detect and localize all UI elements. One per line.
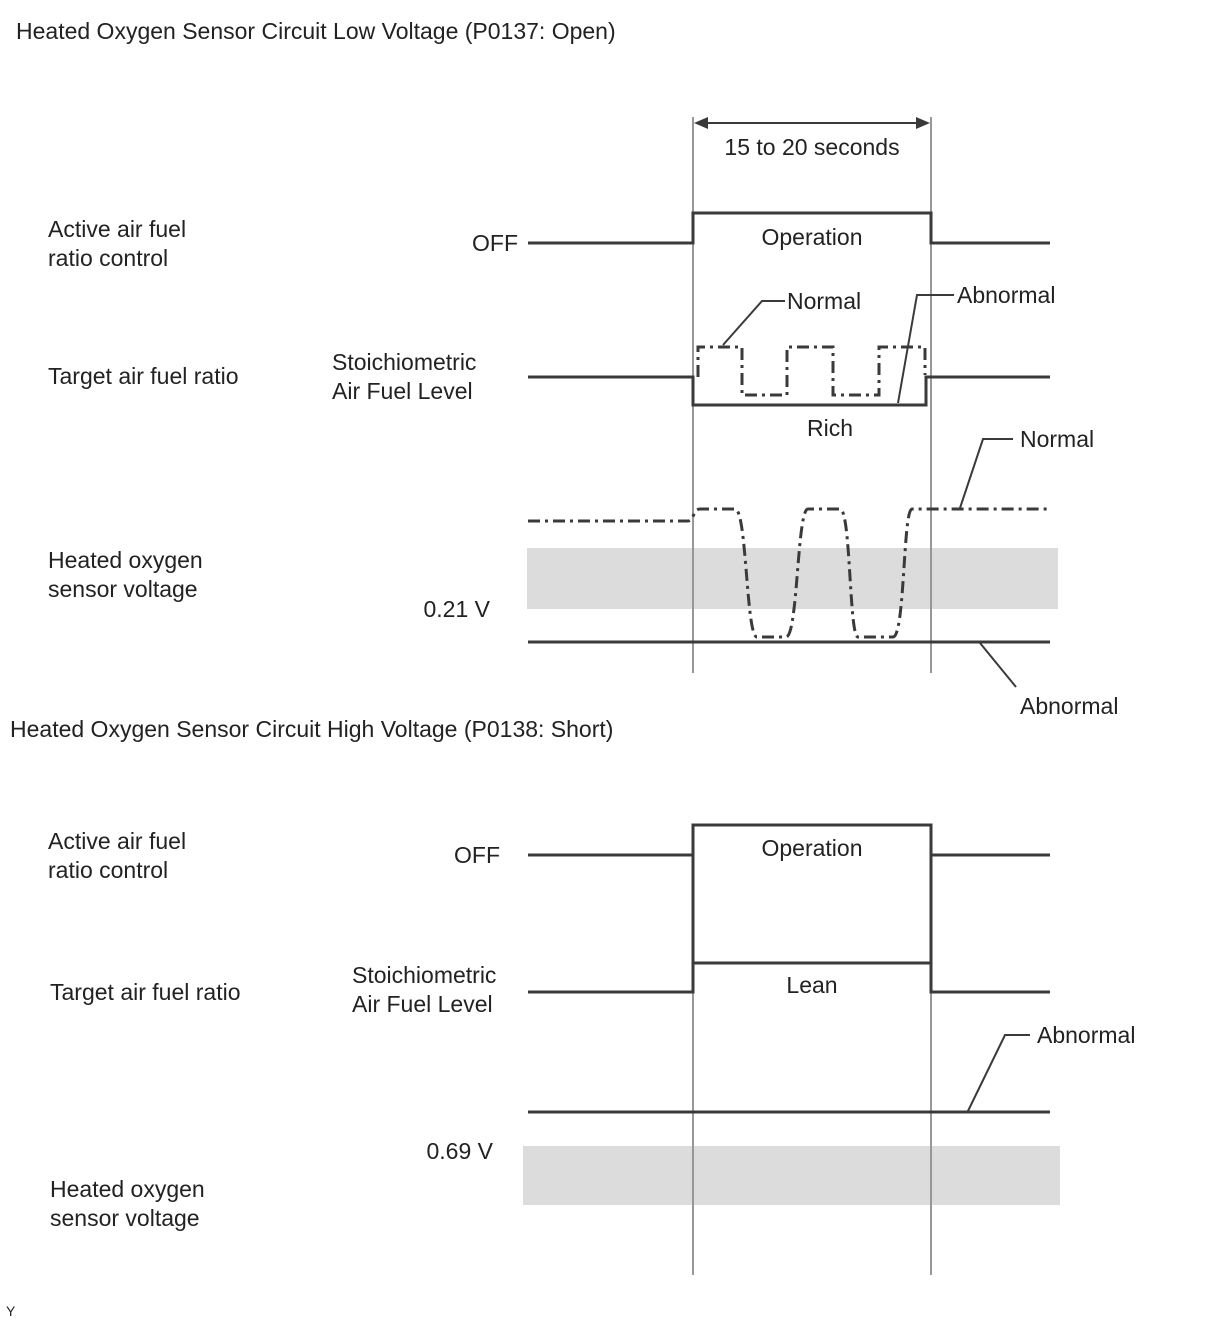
d2-sensor-row-label-line1: Heated oxygen xyxy=(50,1176,205,1202)
d1-target-normal-callout-line xyxy=(723,301,785,345)
d2-lean-label: Lean xyxy=(786,972,838,998)
d2-sensor-abnormal-callout-line xyxy=(968,1035,1030,1111)
page-marker: Y xyxy=(6,1303,16,1319)
d1-sensor-abnormal-callout-line xyxy=(980,643,1016,687)
d2-active-row-label-line1: Active air fuel xyxy=(48,828,187,854)
d1-operation-label: Operation xyxy=(761,224,863,250)
d1-off-label: OFF xyxy=(472,230,518,256)
d2-title: Heated Oxygen Sensor Circuit High Voltage (P0138: Short) xyxy=(10,716,614,742)
d1-active-row-label-line2: ratio control xyxy=(48,245,169,271)
d1-duration-arrowhead-right-icon xyxy=(916,117,930,129)
d1-sensor-normal-callout-line xyxy=(960,439,1013,508)
d2-sensor-row-label-line2: sensor voltage xyxy=(50,1205,200,1231)
d1-threshold-band xyxy=(527,548,1058,609)
d2-threshold-value-label: 0.69 V xyxy=(426,1138,493,1164)
d2-off-label: OFF xyxy=(454,842,500,868)
d1-rich-label: Rich xyxy=(806,415,853,441)
d1-stoichiometric-label-line1: Stoichiometric xyxy=(332,349,477,375)
d1-sensor-abnormal-label: Abnormal xyxy=(1020,693,1119,719)
d1-sensor-row-label-line2: sensor voltage xyxy=(48,576,198,602)
d1-threshold-value-label: 0.21 V xyxy=(423,596,490,622)
d2-operation-label: Operation xyxy=(761,835,863,861)
d2-stoichiometric-label-line1: Stoichiometric xyxy=(352,962,497,988)
d2-stoichiometric-label-line2: Air Fuel Level xyxy=(352,991,493,1017)
d2-sensor-abnormal-label: Abnormal xyxy=(1037,1022,1136,1048)
d1-title: Heated Oxygen Sensor Circuit Low Voltage (P0137: Open) xyxy=(16,18,616,44)
d1-sensor-normal-label: Normal xyxy=(1020,426,1095,452)
d1-target-abnormal-label: Abnormal xyxy=(957,282,1056,308)
d2-target-row-label: Target air fuel ratio xyxy=(50,979,241,1005)
d2-threshold-band xyxy=(523,1146,1060,1205)
d1-active-row-label-line1: Active air fuel xyxy=(48,216,187,242)
d1-target-normal-wave xyxy=(698,347,925,395)
d1-duration-label: 15 to 20 seconds xyxy=(724,134,900,160)
d1-duration-arrowhead-left-icon xyxy=(694,117,708,129)
d1-target-normal-label: Normal xyxy=(787,288,862,314)
d2-active-row-label-line2: ratio control xyxy=(48,857,169,883)
d1-target-row-label: Target air fuel ratio xyxy=(48,363,239,389)
d1-sensor-row-label-line1: Heated oxygen xyxy=(48,547,203,573)
d1-stoichiometric-label-line2: Air Fuel Level xyxy=(332,378,473,404)
d1-target-abnormal-line xyxy=(528,377,1050,405)
